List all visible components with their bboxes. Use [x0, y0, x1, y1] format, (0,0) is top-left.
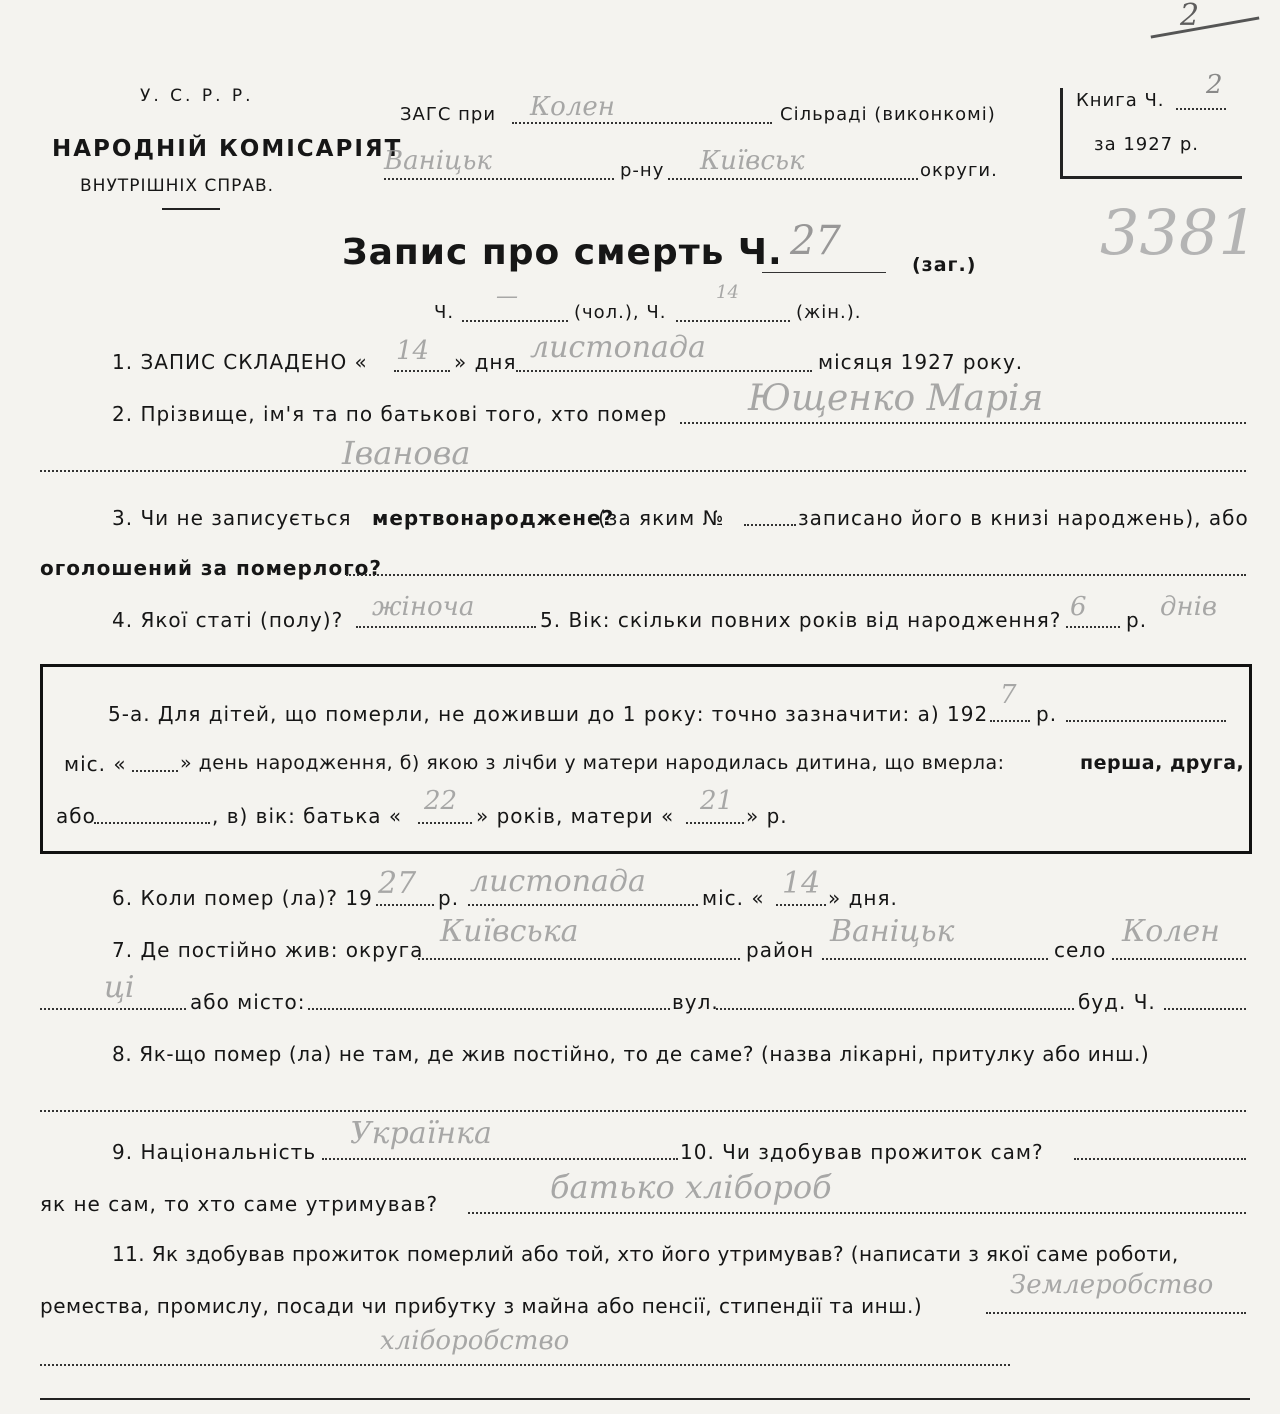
male-field	[462, 320, 568, 322]
q3-stillborn: мертвонароджене?	[372, 506, 615, 530]
district-value: Ваніцьк	[384, 146, 492, 176]
male-label: (чол.), Ч.	[574, 302, 667, 323]
q3-a: 3. Чи не записується	[112, 506, 352, 530]
q11-line1: 11. Як здобував прожиток померлий або той, хто його утримував? (написати з якої саме роботи,	[112, 1242, 1179, 1266]
title-number-field	[762, 272, 886, 273]
q5-age-unit: р.	[1126, 608, 1148, 632]
q11-field	[986, 1312, 1246, 1314]
q5-age-extra-value: днів	[1160, 592, 1218, 622]
q7-okrug-value: Київська	[440, 914, 579, 949]
zags-prefix: ЗАГС при	[400, 104, 497, 125]
q7-rayon-field	[822, 958, 1048, 960]
q5a-year-r: р.	[1036, 702, 1058, 726]
q11-line2: ремества, промислу, посади чи прибутку з майна або пенсії, стипендії та инш.)	[40, 1294, 923, 1318]
q8-field	[40, 1110, 1246, 1112]
q4-sex-value: жіноча	[372, 592, 475, 622]
q9-nationality-value: Українка	[350, 1116, 492, 1151]
q5a-line3-d: » р.	[746, 804, 788, 828]
book-number-value: 2	[1206, 70, 1223, 100]
book-number-field	[1176, 108, 1226, 110]
q8-label: 8. Як-що помер (ла) не там, де жив постійно, то де саме? (назва лікарні, притулку або инш.)	[112, 1042, 1150, 1066]
q3-d: записано його в книзі народжень), або	[798, 506, 1249, 530]
q1-day-value: 14	[396, 336, 430, 366]
q11-answer2-value: хліборобство	[380, 1326, 570, 1356]
okrug-value: Київськ	[700, 146, 805, 176]
okrug-label: округи.	[920, 160, 998, 181]
q2-patronymic-value: Іванова	[342, 434, 471, 472]
q11-answer-value: Землеробство	[1010, 1270, 1214, 1300]
side-number: 3381	[1100, 196, 1258, 269]
female-value: 14	[716, 282, 739, 303]
district-field	[384, 178, 614, 180]
q1-suffix: місяця 1927 року.	[818, 350, 1024, 374]
female-label: (жін.).	[796, 302, 862, 323]
q5a-line3-c: » років, матери «	[476, 804, 675, 828]
q5a-month-field	[132, 770, 178, 772]
q10-field	[1074, 1158, 1246, 1160]
q5-age-value: 6	[1070, 592, 1087, 622]
q1-month-value: листопада	[530, 330, 706, 365]
q9-label: 9. Національність	[112, 1140, 317, 1164]
title-number-value: 27	[790, 218, 841, 264]
q7-selo-field-2	[40, 1008, 186, 1010]
q5a-father-age-value: 22	[424, 786, 458, 816]
q11-field-2	[40, 1364, 1010, 1366]
q7-selo-value: Колен	[1122, 914, 1220, 949]
q5a-line2-b: » день народження, б) якою з лічби у матери народилась дитина, що вмерла:	[180, 752, 1005, 774]
bottom-rule	[40, 1398, 1250, 1400]
book-box-left	[1060, 88, 1063, 178]
q1-label: 1. ЗАПИС СКЛАДЕНО «	[112, 350, 368, 374]
q10b-support-value: батько хлібороб	[550, 1168, 832, 1206]
commissariat-title: НАРОДНІЙ КОМІСАРІЯТ	[52, 136, 403, 162]
record-title: Запис про смерть Ч.	[342, 232, 783, 273]
q5a-line2-a: міс. «	[64, 752, 127, 776]
q4-sex-field	[356, 626, 536, 628]
q2-field-2	[40, 470, 1246, 472]
subnum-ch: Ч.	[434, 302, 455, 323]
q1-day-field	[394, 370, 450, 372]
q1-month-field	[516, 370, 812, 372]
q6-year-value: 27	[378, 866, 417, 901]
okrug-field	[668, 178, 918, 180]
zags-suffix: Сільраді (виконкомі)	[780, 104, 996, 125]
q5a-year-field	[990, 720, 1030, 722]
q5a-line3-b: , в) вік: батька «	[212, 804, 403, 828]
q10-label: 10. Чи здобував прожиток сам?	[680, 1140, 1044, 1164]
corner-stroke	[1151, 16, 1260, 38]
book-label: Книга Ч.	[1076, 90, 1165, 111]
q5a-first-second: перша, друга,	[1080, 752, 1245, 774]
q7-rayon: район	[746, 938, 815, 962]
q3-c: (за яким №	[598, 506, 725, 530]
q3-declared-dead: оголошений за померлого?	[40, 556, 382, 580]
q3-declared-field	[346, 574, 1246, 576]
male-value: —	[496, 284, 518, 309]
q10b-label: як не сам, то хто саме утримував?	[40, 1192, 439, 1216]
q2-field	[680, 422, 1246, 424]
q9-field	[322, 1158, 678, 1160]
q5-label: 5. Вік: скільки повних років від народження?	[540, 608, 1062, 632]
q6-end: » дня.	[828, 886, 898, 910]
q7-rayon-value: Ваніцьк	[830, 914, 955, 949]
q6-r: р.	[438, 886, 460, 910]
q6-year-field	[376, 904, 434, 906]
ussr-label: У. С. Р. Р.	[140, 86, 254, 106]
q5a-mother-age-value: 21	[700, 786, 734, 816]
female-field	[676, 320, 790, 322]
q5a-father-field	[418, 822, 472, 824]
district-label: р-ну	[620, 160, 665, 181]
corner-number: 2	[1180, 0, 1200, 33]
q7-bud: буд. Ч.	[1078, 990, 1156, 1014]
q5a-mother-field	[686, 822, 744, 824]
q6-label: 6. Коли помер (ла)? 19	[112, 886, 373, 910]
q5a-line3-a: або	[56, 804, 96, 828]
q5-age-field	[1066, 626, 1120, 628]
village-field	[512, 122, 772, 124]
q7-vul-field	[716, 1008, 1074, 1010]
q6-month-value: листопада	[470, 864, 646, 899]
q6-day-value: 14	[782, 866, 821, 901]
q7-misto-field	[308, 1008, 670, 1010]
q2-name-value: Ющенко Марія	[748, 378, 1044, 419]
q10b-field	[468, 1212, 1246, 1214]
q5a-year-digit-value: 7	[1000, 680, 1017, 710]
q5a-other-field	[94, 822, 210, 824]
q7-selo2-value: ці	[104, 970, 135, 1005]
q7-okrug-field	[418, 958, 740, 960]
internal-affairs-label: ВНУТРІШНІХ СПРАВ.	[80, 176, 275, 196]
q6-mis: міс. «	[702, 886, 765, 910]
book-year: за 1927 р.	[1094, 134, 1200, 155]
q6-day-field	[776, 904, 826, 906]
village-value: Колен	[530, 92, 615, 122]
header-rule	[162, 208, 220, 210]
q1-day-label: » дня	[454, 350, 517, 374]
q6-month-field	[468, 904, 698, 906]
q7-selo: село	[1054, 938, 1107, 962]
q7-bud-field	[1164, 1008, 1246, 1010]
book-box-bottom	[1060, 176, 1242, 179]
q2-label: 2. Прізвище, ім'я та по батькові того, хто помер	[112, 402, 668, 426]
q7-selo-field	[1112, 958, 1246, 960]
q7-vul: вул.	[672, 990, 719, 1014]
q7-label: 7. Де постійно жив: округа	[112, 938, 424, 962]
q7-misto: або місто:	[190, 990, 306, 1014]
q5a-line1: 5-а. Для дітей, що померли, не доживши до 1 року: точно зазначити: а) 192	[108, 702, 989, 726]
q4-label: 4. Якої статі (полу)?	[112, 608, 344, 632]
title-suffix: (заг.)	[912, 254, 977, 276]
q3-number-field	[744, 524, 796, 526]
q5a-year-tail-field	[1066, 720, 1226, 722]
